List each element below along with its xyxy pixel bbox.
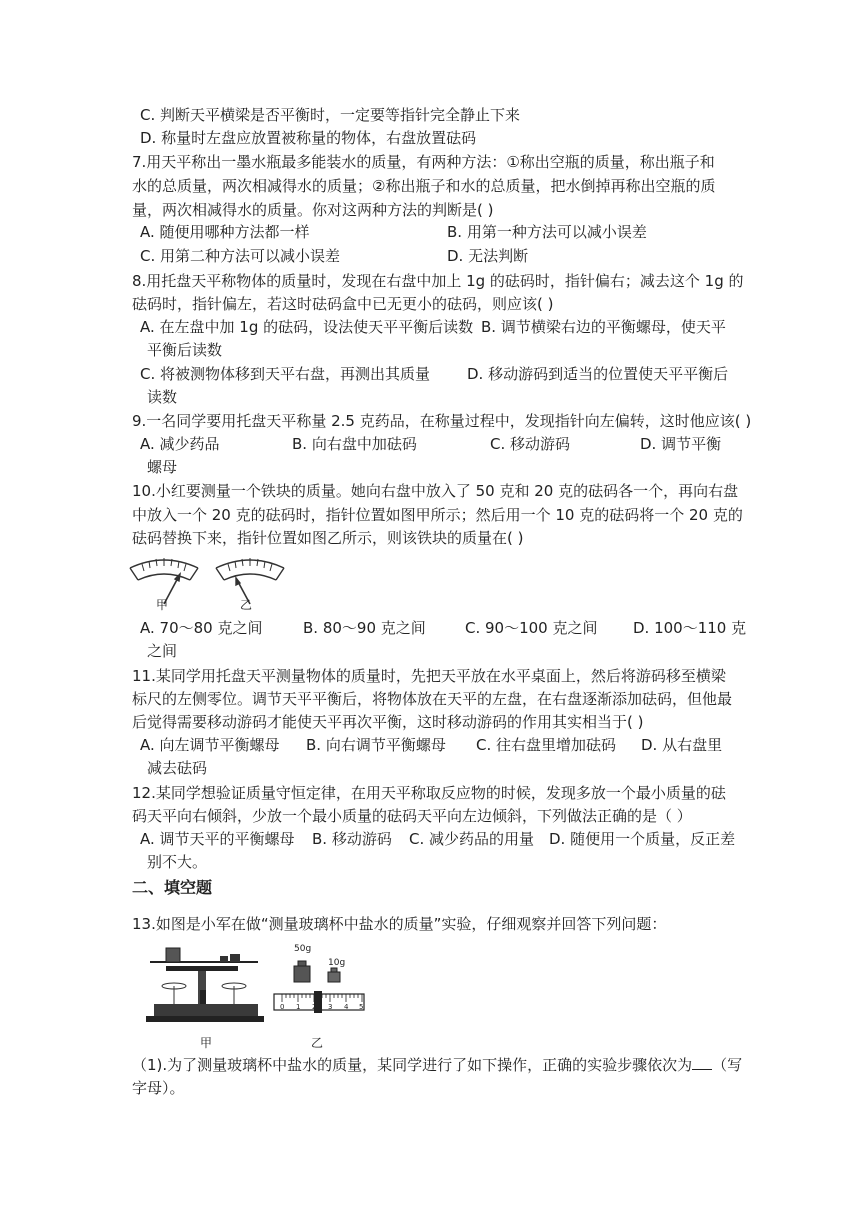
weights-label: 乙 bbox=[311, 1036, 324, 1050]
q13-sub1-text-tail: （写 bbox=[712, 1056, 743, 1074]
q8-option-c: C. 将被测物体移到天平右盘，再测出其质量 bbox=[140, 365, 431, 383]
q10-option-b: B. 80～90 克之间 bbox=[303, 619, 426, 637]
q8-stem-line1: 8.用托盘天平称物体的质量时，发现在右盘中加上 1g 的砝码时，指针偏右；减去这个 1g 的 bbox=[132, 272, 744, 290]
ruler-tick-3: 3 bbox=[328, 1003, 333, 1011]
q11-option-b: B. 向右调节平衡螺母 bbox=[306, 736, 446, 754]
q9-option-d-cont: 螺母 bbox=[147, 458, 178, 476]
q10-option-d: D. 100～110 克 bbox=[633, 619, 747, 637]
q7-stem-line2: 水的总质量，两次相减得水的质量；②称出瓶子和水的总质量，把水倒掉再称出空瓶的质 bbox=[132, 177, 716, 195]
q8-option-a: A. 在左盘中加 1g 的砝码，设法使天平平衡后读数 bbox=[140, 318, 474, 336]
weight-50-label: 50g bbox=[294, 944, 312, 954]
ruler-tick-5: 5 bbox=[359, 1003, 364, 1011]
q11-option-d: D. 从右盘里 bbox=[641, 736, 723, 754]
q10-option-d-cont: 之间 bbox=[147, 642, 178, 660]
q7-option-c: C. 用第二种方法可以减小误差 bbox=[140, 247, 341, 265]
q12-stem-line1: 12.某同学想验证质量守恒定律，在用天平称取反应物的时候，发现多放一个最小质量的砝 bbox=[132, 784, 726, 802]
q13-stem-line1: 13.如图是小军在做“测量玻璃杯中盐水的质量”实验，仔细观察并回答下列问题： bbox=[132, 915, 667, 933]
q11-option-d-cont: 减去砝码 bbox=[147, 759, 208, 777]
ruler-tick-0: 0 bbox=[280, 1003, 285, 1011]
q7-stem-line3: 量，两次相减得水的质量。你对这两种方法的判断是( ) bbox=[132, 201, 494, 219]
q12-stem-line2: 码天平向右倾斜，少放一个最小质量的砝码天平向左边倾斜，下列做法正确的是（ ） bbox=[132, 807, 692, 825]
ruler-tick-4: 4 bbox=[344, 1003, 349, 1011]
q10-stem-line3: 砝码替换下来，指针位置如图乙所示，则该铁块的质量在( ) bbox=[132, 529, 524, 547]
q10-stem-line2: 中放入一个 20 克的砝码时，指针位置如图甲所示；然后用一个 10 克的砝码将一个 20 克的 bbox=[132, 506, 743, 524]
q12-option-d: D. 随便用一个质量，反正差 bbox=[549, 830, 736, 848]
q9-option-d: D. 调节平衡 bbox=[640, 435, 722, 453]
balance-label: 甲 bbox=[200, 1036, 213, 1050]
q7-stem-line1: 7.用天平称出一墨水瓶最多能装水的质量，有两种方法：①称出空瓶的质量，称出瓶子和 bbox=[132, 153, 715, 171]
q10-stem-line1: 10.小红要测量一个铁块的质量。她向右盘中放入了 50 克和 20 克的砝码各一个，再向右盘 bbox=[132, 482, 739, 500]
q8-stem-line2: 砝码时，指针偏左，若这时砝码盒中已无更小的砝码，则应该( ) bbox=[132, 295, 554, 313]
option-c-prev: C. 判断天平横梁是否平衡时，一定要等指针完全静止下来 bbox=[140, 106, 521, 124]
q8-option-d: D. 移动游码到适当的位置使天平平衡后 bbox=[467, 365, 729, 383]
q9-stem-line1: 9.一名同学要用托盘天平称量 2.5 克药品，在称量过程中，发现指针向左偏转，这时他应该( ) bbox=[132, 412, 752, 430]
section-heading-fill-in: 二、填空题 bbox=[132, 878, 213, 897]
q12-option-c: C. 减少药品的用量 bbox=[409, 830, 535, 848]
q8-option-d-cont: 读数 bbox=[147, 388, 178, 406]
q7-option-b: B. 用第一种方法可以减小误差 bbox=[447, 223, 647, 241]
q11-stem-line1: 11.某同学用托盘天平测量物体的质量时，先把天平放在水平桌面上，然后将游码移至横梁 bbox=[132, 667, 726, 685]
q13-sub1-line2: 字母）。 bbox=[132, 1079, 185, 1097]
weight-10-label: 10g bbox=[328, 958, 346, 968]
q11-stem-line2: 标尺的左侧零位。调节天平平衡后，将物体放在天平的左盘，在右盘逐渐添加砝码，但他最 bbox=[132, 690, 733, 708]
answer-blank[interactable] bbox=[692, 1055, 712, 1070]
q11-option-a: A. 向左调节平衡螺母 bbox=[140, 736, 280, 754]
ruler-tick-1: 1 bbox=[296, 1003, 301, 1011]
q11-option-c: C. 往右盘里增加砝码 bbox=[476, 736, 617, 754]
q11-stem-line3: 后觉得需要移动游码才能使天平再次平衡，这时移动游码的作用其实相当于( ) bbox=[132, 713, 644, 731]
balance-figure bbox=[140, 942, 268, 1036]
option-d-prev: D. 称量时左盘应放置被称量的物体，右盘放置砝码 bbox=[140, 129, 477, 147]
ruler-tick-2: 2 bbox=[312, 1003, 317, 1011]
dial-left-label: 甲 bbox=[156, 598, 169, 612]
q9-option-b: B. 向右盘中加砝码 bbox=[292, 435, 417, 453]
q10-option-a: A. 70～80 克之间 bbox=[140, 619, 263, 637]
dial-right-label: 乙 bbox=[240, 598, 253, 612]
q9-option-c: C. 移动游码 bbox=[490, 435, 571, 453]
q8-option-b-cont: 平衡后读数 bbox=[147, 341, 223, 359]
q8-option-b: B. 调节横梁右边的平衡螺母，使天平 bbox=[481, 318, 726, 336]
q13-sub1-text: （1).为了测量玻璃杯中盐水的质量，某同学进行了如下操作，正确的实验步骤依次为 bbox=[132, 1056, 693, 1074]
pointer-dial-figure bbox=[128, 552, 288, 618]
q13-sub1-line1 bbox=[132, 1054, 742, 1076]
q7-option-d: D. 无法判断 bbox=[447, 247, 529, 265]
q10-option-c: C. 90～100 克之间 bbox=[465, 619, 598, 637]
q7-option-a: A. 随便用哪种方法都一样 bbox=[140, 223, 310, 241]
q12-option-d-cont: 别不大。 bbox=[147, 853, 208, 871]
q12-option-a: A. 调节天平的平衡螺母 bbox=[140, 830, 295, 848]
q9-option-a: A. 减少药品 bbox=[140, 435, 220, 453]
q12-option-b: B. 移动游码 bbox=[312, 830, 392, 848]
weights-ruler-figure bbox=[272, 944, 368, 1018]
